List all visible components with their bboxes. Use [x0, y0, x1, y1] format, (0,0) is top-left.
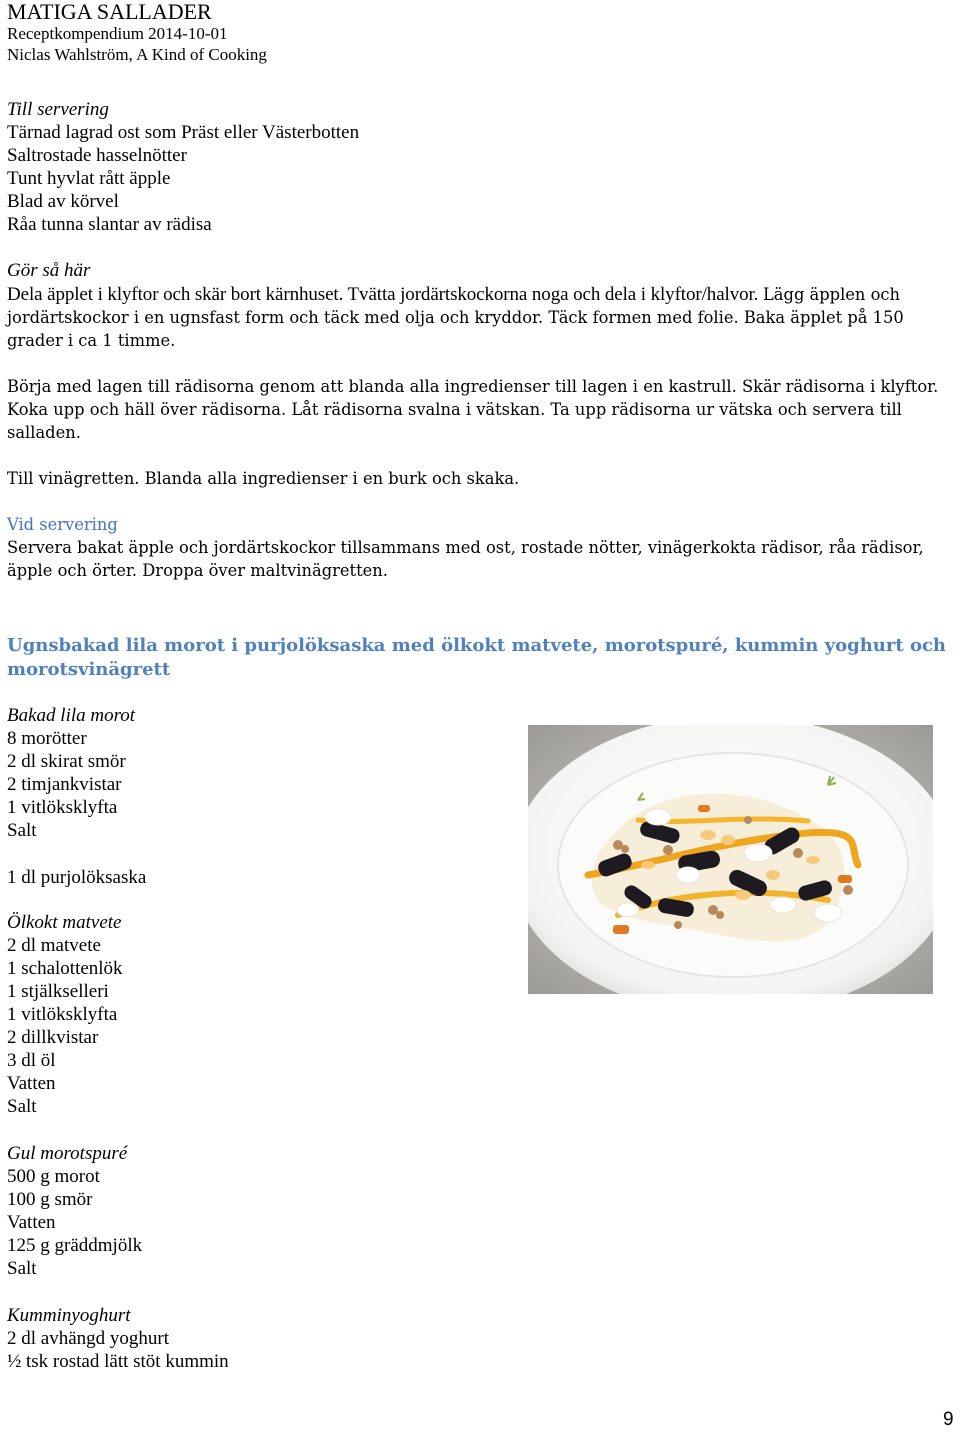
- page-number: 9: [943, 1409, 954, 1430]
- vid-servering-text: Servera bakat äpple och jordärtskockor tillsammans med ost, rostade nötter, vinägerkokta rädisor, råa rädisor, äpple och örter. Droppa över maltvinägretten.: [7, 538, 924, 580]
- ingredient-item: Vatten: [7, 1073, 56, 1094]
- serving-item: Råa tunna slantar av rädisa: [7, 214, 212, 235]
- method-heading: Gör så här: [7, 260, 91, 281]
- ingredients-gul: [7, 1142, 142, 1280]
- serving-item: Blad av körvel: [7, 191, 119, 212]
- ingredient-item: 1 vitlöksklyfta: [7, 1004, 118, 1025]
- ingredient-item: 2 dl avhängd yoghurt: [7, 1328, 170, 1349]
- ingredient-item: 2 dl matvete: [7, 935, 101, 956]
- vid-servering-section: [7, 513, 952, 582]
- dish-photo: [528, 725, 933, 994]
- ingredient-item: 2 dillkvistar: [7, 1027, 99, 1048]
- serving-item: Tunt hyvlat rått äpple: [7, 168, 171, 189]
- ingredient-item: 125 g gräddmjölk: [7, 1235, 143, 1256]
- ingredients-kummin: [7, 1304, 229, 1373]
- method-paragraph-1-start: Dela äpplet i klyftor och skär bort kärnhuset. Tvätta jordärtskockorna noga och dela i klyftor/halvor.: [7, 284, 759, 305]
- ingredient-item-purjo: 1 dl purjolöksaska: [7, 867, 147, 888]
- serving-section: [7, 98, 359, 236]
- ingredients-bakad: [7, 704, 135, 842]
- dish-illustration: [528, 725, 933, 994]
- method-paragraph-3: Till vinägretten. Blanda alla ingredienser i en burk och skaka.: [7, 469, 520, 488]
- ingredient-item: Salt: [7, 1258, 37, 1279]
- page-header: [7, 0, 267, 65]
- ingredient-item: Vatten: [7, 1212, 56, 1233]
- method-paragraph-1: [7, 283, 952, 352]
- author-line: Niclas Wahlström, A Kind of Cooking: [7, 45, 267, 64]
- recipe-title: Ugnsbakad lila morot i purjolöksaska med ölkokt matvete, morotspuré, kummin yoghurt och morotsvinägrett: [7, 635, 947, 680]
- serving-item: Saltrostade hasselnötter: [7, 145, 187, 166]
- ingredient-item: 1 schalottenlök: [7, 958, 123, 979]
- ingredients-olkokt: [7, 911, 123, 1118]
- serving-item: Tärnad lagrad ost som Präst eller Västerbotten: [7, 122, 360, 143]
- method-paragraph-2: Börja med lagen till rädisorna genom att blanda alla ingredienser till lagen i en kastrull. Skär rädisorna i klyftor. Koka upp och häll över rädisorna. Låt rädisorna svalna i vätskan. Ta upp rädisorna ur vätska och servera till salladen.: [7, 377, 939, 442]
- ingredient-item: Salt: [7, 820, 37, 841]
- ingredient-item: 3 dl öl: [7, 1050, 56, 1071]
- method-paragraph-1-rest: Lägg äpplen och jordärtskockor i en ugnsfast form och täck med olja och kryddor. Täck formen med folie. Baka äpplet på 150 grader i ca 1 timme.: [7, 285, 904, 350]
- ingredient-item: 2 timjankvistar: [7, 774, 122, 795]
- ingredient-heading-bakad: Bakad lila morot: [7, 705, 136, 726]
- ingredient-item: Salt: [7, 1096, 37, 1117]
- ingredient-item: 2 dl skirat smör: [7, 751, 126, 772]
- ingredient-item: 1 stjälkselleri: [7, 981, 109, 1002]
- serving-heading: Till servering: [7, 99, 109, 120]
- ingredient-item: 500 g morot: [7, 1166, 100, 1187]
- compendium-date: Receptkompendium 2014-10-01: [7, 24, 228, 43]
- document-title: MATIGA SALLADER: [7, 0, 212, 24]
- ingredient-item: 8 morötter: [7, 728, 87, 749]
- ingredient-heading-kummin: Kumminyoghurt: [7, 1305, 131, 1326]
- ingredient-item: 1 vitlöksklyfta: [7, 797, 118, 818]
- ingredient-item: 100 g smör: [7, 1189, 93, 1210]
- ingredient-heading-olkokt: Ölkokt matvete: [7, 912, 122, 933]
- ingredient-heading-gul: Gul morotspuré: [7, 1143, 128, 1164]
- vid-servering-heading: Vid servering: [7, 515, 118, 534]
- ingredient-item: ½ tsk rostad lätt stöt kummin: [7, 1351, 229, 1372]
